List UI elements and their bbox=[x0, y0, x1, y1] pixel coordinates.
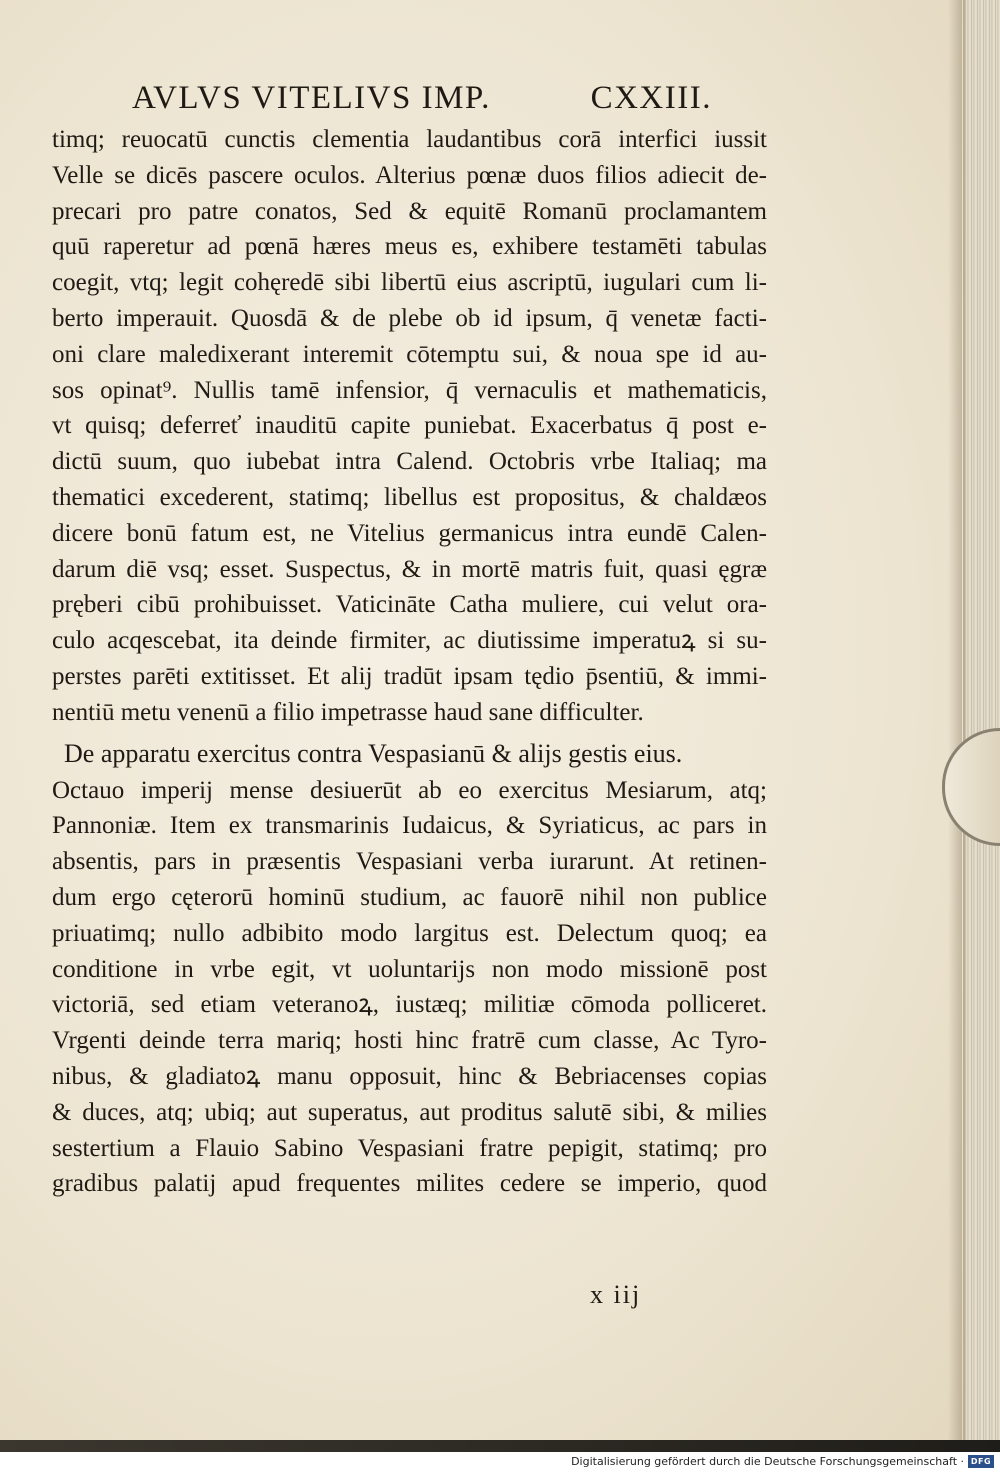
text-line: berto imperauit. Quosdā & de plebe ob id ipsum, q̄ venetæ facti- bbox=[52, 304, 767, 332]
signature-mark: x iij bbox=[590, 1280, 642, 1309]
text-line: pręberi cibū prohibuisset. Vaticināte Catha muliere, cui velut ora- bbox=[52, 591, 767, 619]
text-line: timq; reuocatū cunctis clementia laudantibus corā interfici iussit bbox=[52, 126, 767, 153]
text-line: perstes parēti extitisset. Et alij tradūt ipsam tędio p̄sentiū, & immi- bbox=[52, 662, 767, 690]
text-line: Octauo imperij mense desiuerūt ab eo exercitus Mesiarum, atq; bbox=[52, 776, 767, 804]
text-line: nentiū metu venenū a filio impetrasse haud sane difficulter. bbox=[52, 698, 644, 726]
running-title: AVLVS VITELIVS IMP. bbox=[132, 80, 491, 116]
text-line: dictū suum, quo iubebat intra Calend. Octobris vrbe Italiaq; ma bbox=[52, 448, 767, 476]
text-line: priuatimq; nullo adbibito modo largitus est. Delectum quoq; ea bbox=[52, 919, 767, 947]
text-line: gradibus palatij apud frequentes milites cedere se imperio, quod bbox=[52, 1170, 767, 1198]
text-line: coegit, vtq; legit cohęredē sibi libertū eius ascriptū, iugulari cum li- bbox=[52, 269, 767, 297]
text-line: nibus, & gladiatoꝝ manu opposuit, hinc & Bebriacenses copias bbox=[52, 1062, 767, 1090]
text-line: vt quisq; deferreť inauditū capite puniebat. Exacerbatus q̄ post e- bbox=[52, 412, 767, 440]
paragraph-new bbox=[52, 773, 767, 1203]
text-line: Velle se dicēs pascere oculos. Alterius pœnæ duos filios adiecit de- bbox=[52, 161, 767, 189]
paragraph-continued bbox=[52, 122, 767, 731]
text-line: sestertium a Flauio Sabino Vespasiani fratre pepigit, statimq; pro bbox=[52, 1134, 767, 1162]
text-line: dicere bonū fatum est, ne Vitelius germanicus intra eundē Calen- bbox=[52, 519, 767, 547]
page-shadow bbox=[948, 0, 962, 1440]
page-edges bbox=[959, 0, 1000, 1440]
text-line: dum ergo cęterorū hominū studium, ac fauorē nihil non publice bbox=[52, 883, 767, 911]
page-header bbox=[132, 80, 712, 118]
text-line: sos opinat⁹. Nullis tamē infensior, q̄ vernaculis et mathematicis, bbox=[52, 376, 767, 404]
text-line: darum diē vsq; esset. Suspectus, & in mortē matris fuit, quasi ęgræ bbox=[52, 555, 767, 583]
text-line: Vrgenti deinde terra mariq; hosti hinc fratrē cum classe, Ac Tyro- bbox=[52, 1027, 767, 1055]
text-block bbox=[52, 122, 767, 1202]
text-line: Pannoniæ. Item ex transmarinis Iudaicus, & Syriaticus, ac pars in bbox=[52, 812, 767, 840]
text-line: culo acqescebat, ita deinde firmiter, ac diutissime imperatuꝝ si su- bbox=[52, 627, 767, 655]
text-line: quū raperetur ad pœnā hæres meus es, exhibere testamēti tabulas bbox=[52, 233, 767, 261]
text-line: conditione in vrbe egit, vt uoluntarijs non modo missionē post bbox=[52, 955, 767, 983]
text-line: victoriā, sed etiam veteranoꝝ, iustæq; militiæ cōmoda polliceret. bbox=[52, 991, 767, 1019]
text-line: absentis, pars in præsentis Vespasiani verba iurarunt. At retinen- bbox=[52, 848, 767, 876]
text-line: thematici excederent, statimq; libellus est propositus, & chaldæos bbox=[52, 483, 767, 511]
dfg-logo: DFG bbox=[968, 1455, 994, 1468]
text-line: & duces, atq; ubiq; aut superatus, aut proditus salutē sibi, & milies bbox=[52, 1098, 767, 1126]
section-heading: De apparatu exercitus contra Vespasianū & alijs gestis eius. bbox=[64, 738, 683, 768]
footer-credit: Digitalisierung gefördert durch die Deutsche Forschungsgemeinschaft · bbox=[571, 1455, 964, 1468]
text-line: oni clare maledixerant interemit cōtemptu sui, & noua spe id au- bbox=[52, 340, 767, 368]
text-line: precari pro patre conatos, Sed & equitē Romanū proclamantem bbox=[52, 197, 767, 225]
folio-number: CXXIII. bbox=[590, 80, 712, 116]
